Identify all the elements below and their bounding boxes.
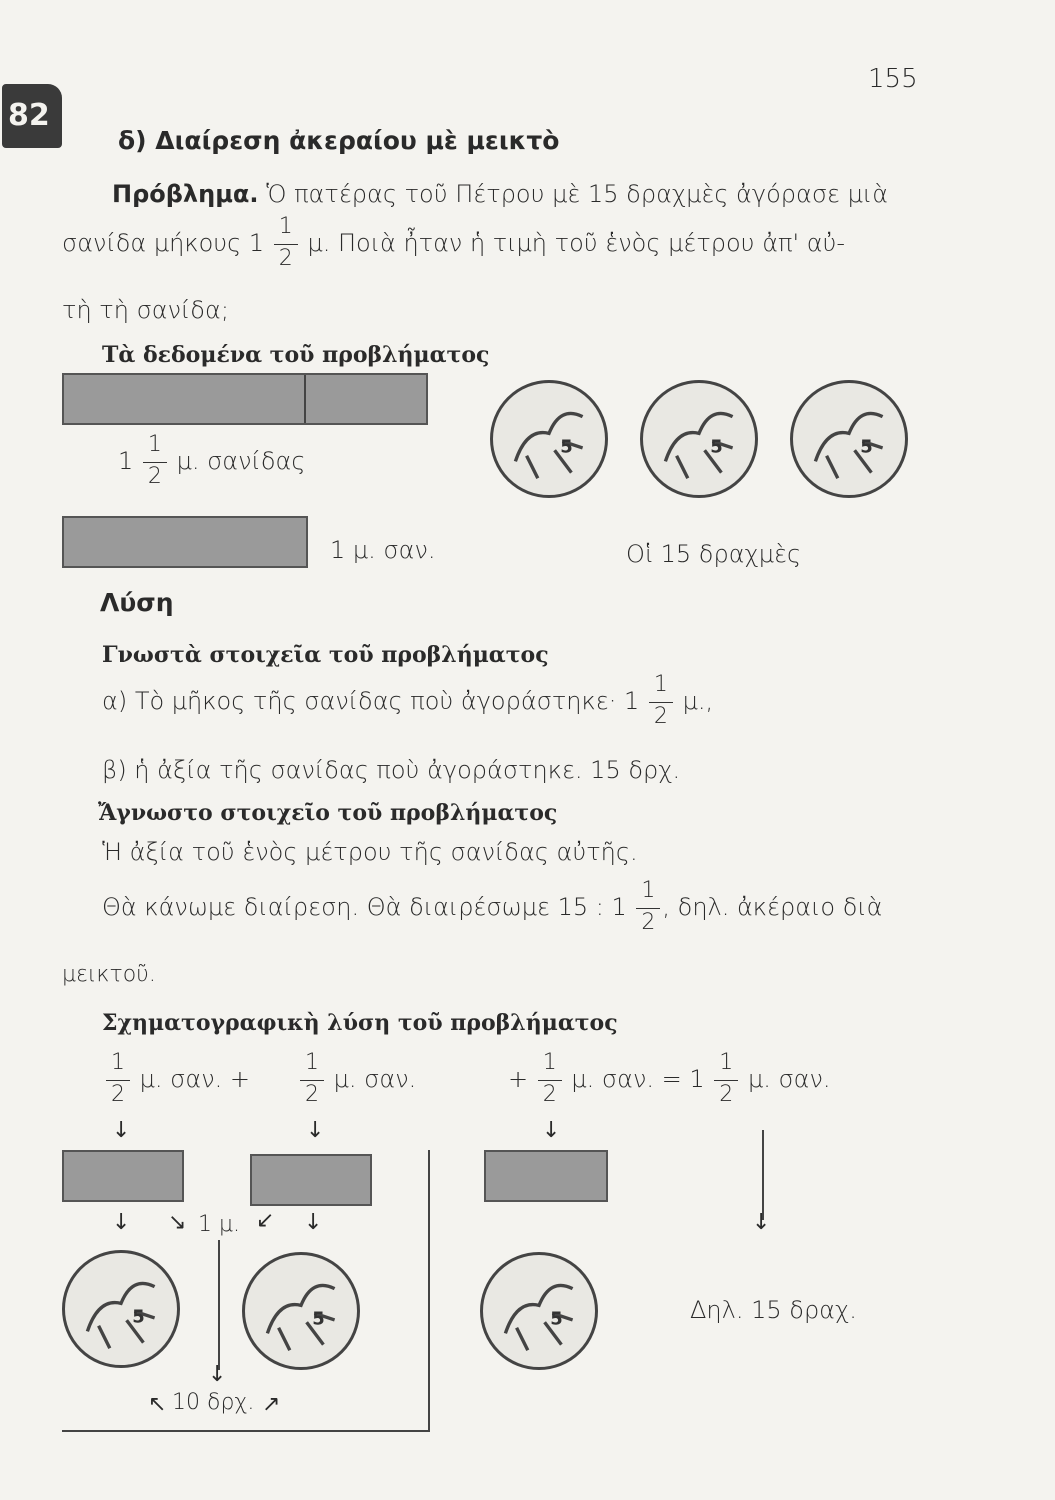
solution-title: Λύση xyxy=(100,588,174,617)
arrow-diag-1: ↘ xyxy=(168,1210,187,1235)
long-arrow-head: ↓ xyxy=(752,1210,771,1235)
long-arrow-line xyxy=(762,1130,764,1220)
equation-term-3: + $\frac{1}{2}$ μ. σαν. = 1 $\frac{1}{2}$ μ. σαν. xyxy=(508,1050,831,1107)
arrow-down-4: ↓ xyxy=(112,1210,131,1235)
center-arrow-line xyxy=(218,1240,220,1370)
half-board-2 xyxy=(250,1154,372,1206)
fraction-half: $\frac{1}{2}$ xyxy=(272,214,300,274)
division-line-end: μεικτοῦ. xyxy=(62,962,156,987)
coin-5-drachma-6 xyxy=(480,1252,598,1370)
known-title: Γνωστὰ στοιχεῖα τοῦ προβλήματος xyxy=(102,642,549,668)
known-a: α) Τὸ μῆκος τῆς σανίδας ποὺ ἀγοράστηκε· 1 $\frac{1}{2}$ μ., xyxy=(102,672,714,729)
problem-line-1 xyxy=(112,180,888,208)
equation-term-2: $\frac{1}{2}$ μ. σαν. xyxy=(298,1050,416,1110)
section-badge xyxy=(2,84,62,148)
svg-text:5: 5 xyxy=(312,1308,325,1330)
section-badge-number: 82 xyxy=(8,98,50,133)
one-meter-label: 1 μ. xyxy=(198,1212,240,1237)
unknown-title: Ἄγνωστο στοιχεῖο τοῦ προβλήματος xyxy=(98,800,558,826)
arrow-down-1: ↓ xyxy=(112,1118,131,1143)
known-b: β) ἡ ἀξία τῆς σανίδας ποὺ ἀγοράστηκε. 15 δρχ. xyxy=(102,756,681,784)
arrow-down-5: ↓ xyxy=(304,1210,323,1235)
half-board-1 xyxy=(62,1150,184,1202)
arrow-diag-4: ↗ xyxy=(262,1392,281,1417)
arrow-down-3: ↓ xyxy=(542,1118,561,1143)
problem-line-3: τὴ τὴ σανίδα; xyxy=(62,296,229,324)
board-one-meter xyxy=(62,516,308,568)
coin-5-drachma-4 xyxy=(62,1250,180,1368)
coins-label: Οἱ 15 δραχμὲς xyxy=(626,540,802,568)
total-label: Δηλ. 15 δραχ. xyxy=(690,1296,857,1324)
coin-5-drachma-1 xyxy=(490,380,608,498)
center-arrow-head: ↓ xyxy=(208,1362,227,1387)
svg-text:5: 5 xyxy=(710,436,723,458)
problem-text-2a: σανίδα μήκους 1 xyxy=(62,229,265,257)
svg-text:5: 5 xyxy=(550,1308,563,1330)
problem-text-2b: μ. Ποιὰ ἦταν ἡ τιμὴ τοῦ ἑνὸς μέτρου ἀπ' αὐ- xyxy=(307,229,846,257)
half-board-3 xyxy=(484,1150,608,1202)
arrow-diag-2: ↙ xyxy=(256,1208,275,1233)
svg-text:5: 5 xyxy=(560,436,573,458)
division-line: Θὰ κάνωμε διαίρεση. Θὰ διαιρέσωμε 15 : 1 $\frac{1}{2}$ , δηλ. ἀκέραιο διὰ xyxy=(102,878,883,935)
equation-term-1: $\frac{1}{2}$ μ. σαν. + xyxy=(104,1050,250,1110)
problem-label: Πρόβλημα. xyxy=(112,180,259,208)
section-heading: δ) Διαίρεση ἀκεραίου μὲ μεικτὸ xyxy=(118,126,560,155)
graphic-title: Σχηματογραφικὴ λύση τοῦ προβλήματος xyxy=(102,1010,618,1036)
ten-drachmas-label: 10 δρχ. xyxy=(172,1390,255,1415)
svg-text:5: 5 xyxy=(860,436,873,458)
board-label: 1 $\frac{1}{2}$ μ. σανίδας xyxy=(118,432,306,489)
unknown-text: Ἡ ἀξία τοῦ ἑνὸς μέτρου τῆς σανίδας αὐτῆς. xyxy=(102,838,638,866)
page-number: 155 xyxy=(868,64,918,94)
bracket-right xyxy=(428,1150,430,1430)
board-one-and-half-meter xyxy=(62,373,428,425)
coin-5-drachma-2 xyxy=(640,380,758,498)
givens-title: Τὰ δεδομένα τοῦ προβλήματος xyxy=(102,342,490,368)
coin-5-drachma-5 xyxy=(242,1252,360,1370)
problem-line-2 xyxy=(62,214,845,274)
arrow-diag-3: ↖ xyxy=(148,1392,167,1417)
svg-text:5: 5 xyxy=(132,1306,145,1328)
coin-5-drachma-3 xyxy=(790,380,908,498)
board-one-meter-label: 1 μ. σαν. xyxy=(330,536,436,564)
arrow-down-2: ↓ xyxy=(306,1118,325,1143)
bracket-bottom xyxy=(62,1430,430,1432)
problem-text-1: Ὁ πατέρας τοῦ Πέτρου μὲ 15 δραχμὲς ἀγόρασε μιὰ xyxy=(266,180,889,208)
